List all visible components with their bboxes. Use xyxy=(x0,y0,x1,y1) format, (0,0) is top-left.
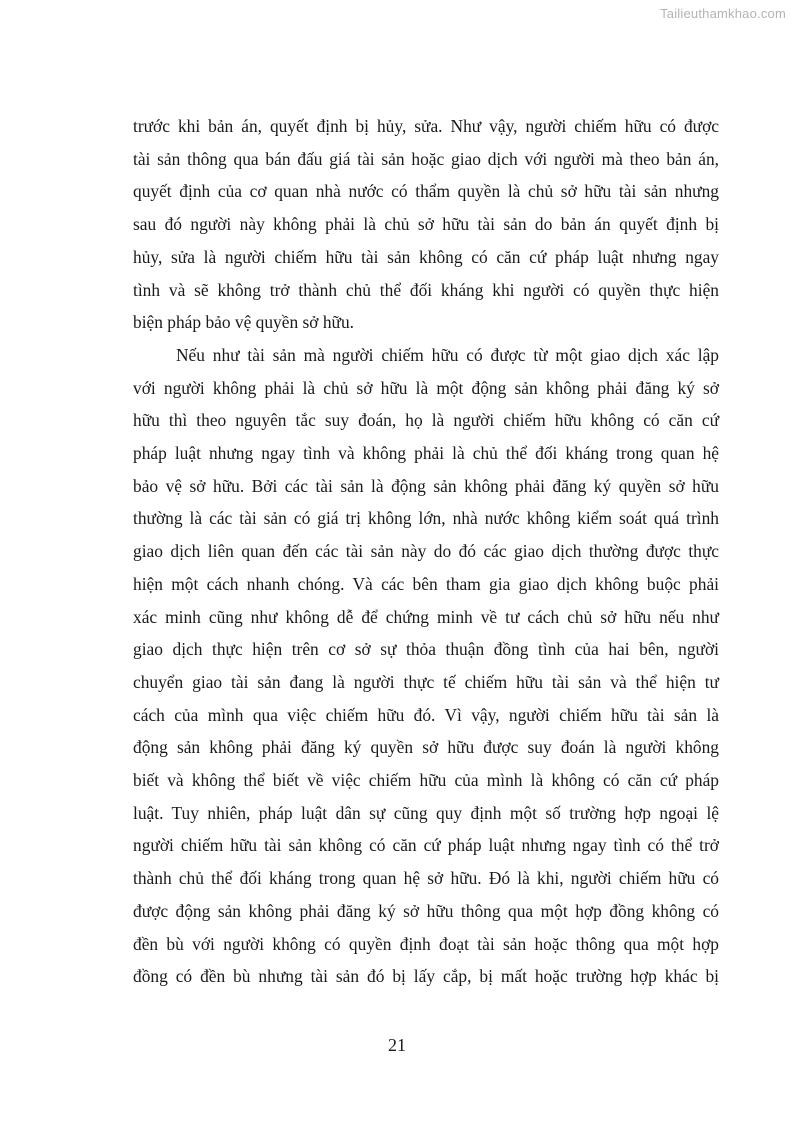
text-line: hủy, sửa là người chiếm hữu tài sản không có căn cứ pháp luật nhưng ngay xyxy=(133,246,719,267)
text-line: pháp luật nhưng ngay tình và không phải là chủ thể đối kháng trong quan hệ xyxy=(133,443,719,464)
text-line: tài sản thông qua bán đấu giá tài sản hoặc giao dịch với người mà theo bản án, xyxy=(133,148,719,169)
text-line: cách của mình qua việc chiếm hữu đó. Vì vậy, người chiếm hữu tài sản là xyxy=(133,704,719,725)
document-body xyxy=(133,110,719,993)
paragraph-1 xyxy=(133,110,719,339)
text-line: chuyển giao tài sản đang là người thực tế chiếm hữu tài sản và thể hiện tư xyxy=(133,671,719,692)
text-line: quyết định của cơ quan nhà nước có thẩm quyền là chủ sở hữu tài sản nhưng xyxy=(133,181,719,202)
text-line: đồng có đền bù nhưng tài sản đó bị lấy cắp, bị mất hoặc trường hợp khác bị xyxy=(133,966,719,987)
text-line: giao dịch thực hiện trên cơ sở sự thỏa thuận đồng tình của hai bên, người xyxy=(133,639,719,660)
text-line: hiện một cách nhanh chóng. Và các bên tham gia giao dịch không buộc phải xyxy=(133,573,719,594)
text-line: hữu thì theo nguyên tắc suy đoán, họ là người chiếm hữu không có căn cứ xyxy=(133,410,719,431)
page-number: 21 xyxy=(388,1035,406,1055)
text-line: sau đó người này không phải là chủ sở hữu tài sản do bản án quyết định bị xyxy=(133,214,719,235)
text-line: biện pháp bảo vệ quyền sở hữu. xyxy=(133,312,354,333)
text-line: tình và sẽ không trở thành chủ thể đối kháng khi người có quyền thực hiện xyxy=(133,279,719,300)
text-line: luật. Tuy nhiên, pháp luật dân sự cũng quy định một số trường hợp ngoại lệ xyxy=(133,802,719,823)
text-line: Nếu như tài sản mà người chiếm hữu có được từ một giao dịch xác lập xyxy=(176,344,719,365)
paragraph-2 xyxy=(133,339,719,993)
text-line: động sản không phải đăng ký quyền sở hữu được suy đoán là người không xyxy=(133,737,719,758)
text-line: thành chủ thể đối kháng trong quan hệ sở hữu. Đó là khi, người chiếm hữu có xyxy=(133,868,719,889)
text-line: biết và không thể biết về việc chiếm hữu của mình là không có căn cứ pháp xyxy=(133,770,719,791)
text-line: xác minh cũng như không dễ để chứng minh về tư cách chủ sở hữu nếu như xyxy=(133,606,719,627)
text-line: được động sản không phải đăng ký sở hữu thông qua một hợp đồng không có xyxy=(133,900,719,921)
text-line: đền bù với người không có quyền định đoạt tài sản hoặc thông qua một hợp xyxy=(133,933,719,954)
text-line: với người không phải là chủ sở hữu là một động sản không phải đăng ký sở xyxy=(133,377,719,398)
text-line: trước khi bản án, quyết định bị hủy, sửa. Như vậy, người chiếm hữu có được xyxy=(133,116,719,136)
text-line: giao dịch liên quan đến các tài sản này do đó các giao dịch thường được thực xyxy=(133,541,719,562)
text-line: người chiếm hữu tài sản không có căn cứ pháp luật nhưng ngay tình có thể trở xyxy=(133,835,719,856)
text-line: bảo vệ sở hữu. Bởi các tài sản là động sản không phải đăng ký quyền sở hữu xyxy=(133,475,719,496)
watermark: Tailieuthamkhao.com xyxy=(660,6,786,21)
text-line: thường là các tài sản có giá trị không lớn, nhà nước không kiểm soát quá trình xyxy=(133,508,719,529)
